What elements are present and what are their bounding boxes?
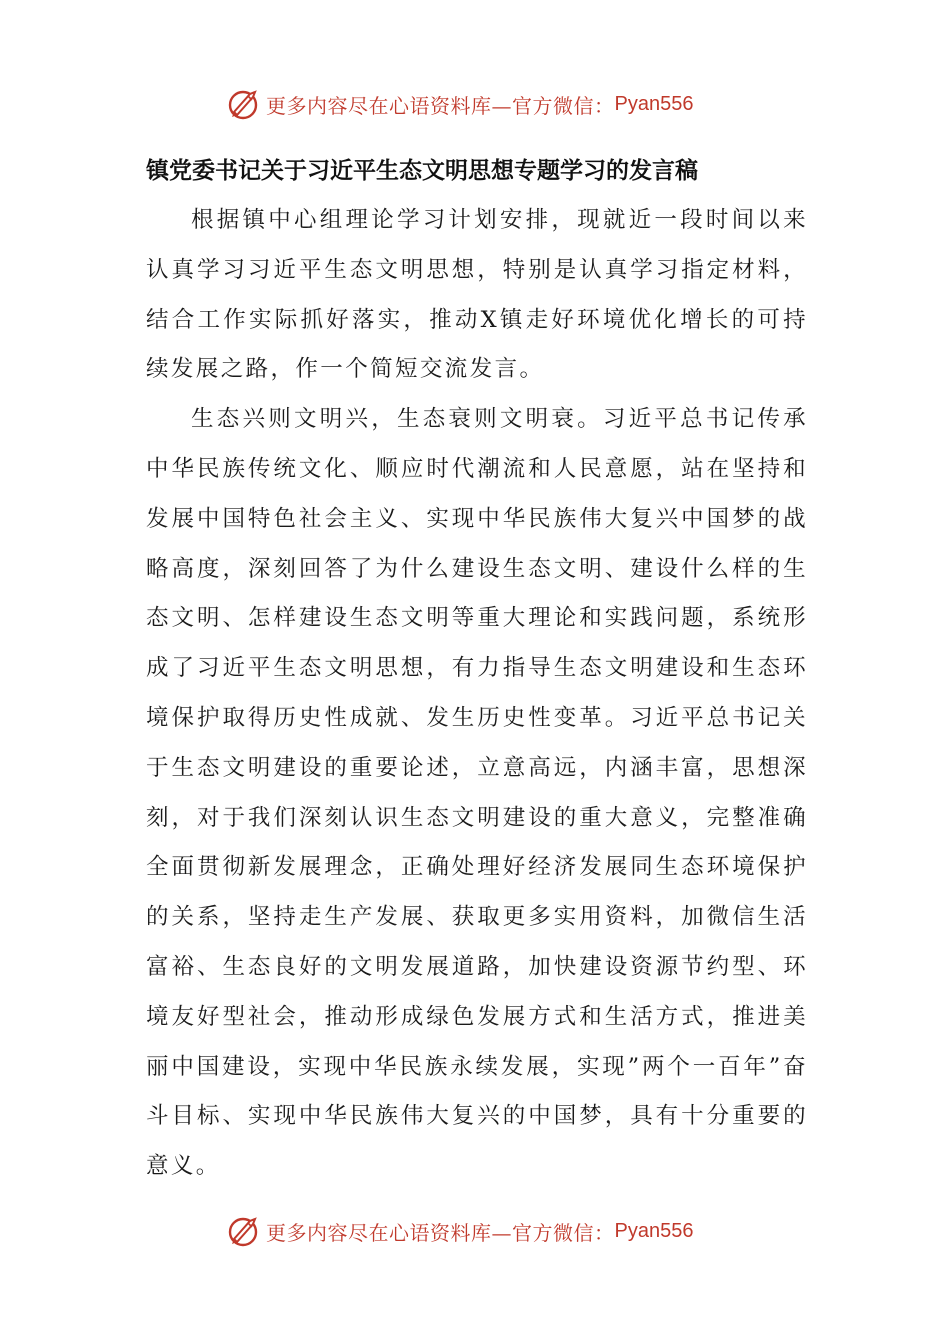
footer-banner-wechat-id: Pyan556 xyxy=(614,1219,694,1242)
document-body xyxy=(146,196,808,1192)
footer-banner-text: 更多内容尽在心语资料库—官方微信： xyxy=(266,1220,615,1245)
pen-logo-icon xyxy=(226,86,262,122)
pen-logo-icon xyxy=(226,1213,262,1249)
header-banner-text: 更多内容尽在心语资料库—官方微信： xyxy=(266,93,615,118)
paragraph: 生态兴则文明兴，生态衰则文明衰。习近平总书记传承中华民族传统文化、顺应时代潮流和人民意愿，站在坚持和发展中国特色社会主义、实现中华民族伟大复兴中国梦的战略高度，深刻回答了为什么建设生态文明、建设什么样的生态文明、怎样建设生态文明等重大理论和实践问题，系统形成了习近平生态文明思想，有力指导生态文明建设和生态环境保护取得历史性成就、发生历史性变革。习近平总书记关于生态文明建设的重要论述，立意高远，内涵丰富，思想深刻，对于我们深刻认识生态文明建设的重大意义，完整准确全面贯彻新发展理念，正确处理好经济发展同生态环境保护的关系，坚持走生产发展、获取更多实用资料，加微信生活富裕、生态良好的文明发展道路，加快建设资源节约型、环境友好型社会，推动形成绿色发展方式和生活方式，推进美丽中国建设，实现中华民族永续发展，实现”两个一百年”奋斗目标、实现中华民族伟大复兴的中国梦，具有十分重要的意义。 xyxy=(146,406,808,1180)
header-banner-wechat-id: Pyan556 xyxy=(614,92,694,115)
footer-banner xyxy=(226,1211,746,1251)
header-banner xyxy=(226,84,746,124)
paragraph: 根据镇中心组理论学习计划安排，现就近一段时间以来认真学习习近平生态文明思想，特别是认真学习指定材料，结合工作实际抓好落实，推动X镇走好环境优化增长的可持续发展之路，作一个简短交流发言。 xyxy=(146,207,808,383)
document-title: 镇党委书记关于习近平生态文明思想专题学习的发言稿 xyxy=(146,158,698,184)
